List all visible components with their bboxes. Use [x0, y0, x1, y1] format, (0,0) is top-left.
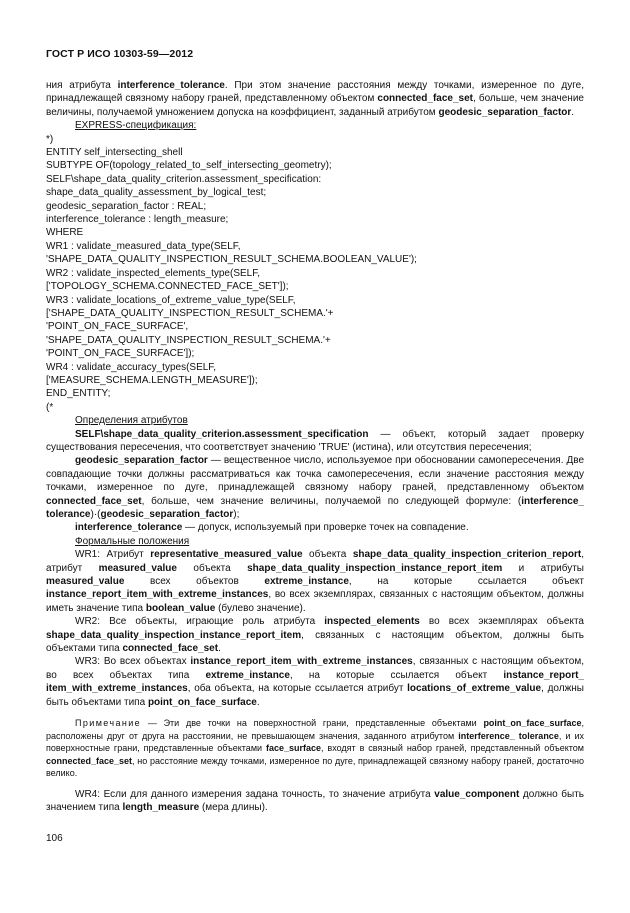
code-line: WR3 : validate_locations_of_extreme_value_type(SELF,	[46, 294, 296, 306]
text-run: , расположены друг от друга на расстоянии, не превышающем значения, заданного атрибутом	[46, 718, 584, 741]
text-run: объекта	[176, 562, 248, 574]
text-run: , входят в связный набор граней, представленный объектом	[321, 743, 584, 754]
text-run: .	[571, 106, 575, 118]
term: point_on_face_surface	[483, 718, 582, 729]
term: extreme_instance	[264, 576, 349, 588]
term: point_on_face_surface	[147, 696, 257, 708]
express-heading	[46, 119, 584, 132]
text-run: (мера длины).	[199, 802, 268, 814]
code-line: ['SHAPE_DATA_QUALITY_INSPECTION_RESULT_SCHEMA.'+	[46, 307, 334, 319]
code-line: 'POINT_ON_FACE_SURFACE']);	[46, 348, 195, 360]
text-run: во всех экземплярах объекта	[419, 616, 584, 628]
heading-text: Формальные положения	[75, 535, 190, 547]
formal-heading	[46, 535, 584, 548]
term: interference_ tolerance	[458, 730, 559, 741]
term: locations_of_extreme_value	[407, 683, 542, 695]
term: instance_report_item_with_extreme_instances	[46, 589, 269, 601]
code-line: geodesic_separation_factor : REAL;	[46, 200, 207, 212]
term: interference_ tolerance	[46, 495, 584, 520]
text-run: .	[218, 643, 221, 655]
term: connected_face_set	[122, 643, 219, 655]
text-run: , связанных с настоящим объектом, во всех объектах типа	[46, 656, 585, 681]
text-run: — объект, который задает проверку существования пересечения, что соответствует значению 'TRUE' (истина), или отсутствия пересечения;	[46, 428, 584, 453]
term: shape_data_quality_inspection_instance_report_item	[46, 629, 302, 641]
code-line: 'SHAPE_DATA_QUALITY_INSPECTION_RESULT_SCHEMA.BOOLEAN_VALUE');	[46, 254, 417, 266]
term: SELF\shape_data_quality_criterion.assessment_specification	[75, 428, 369, 440]
text-run: , больше, чем значение величины, получаемой умножением допуска на коэффициент, заданный атрибутом	[46, 93, 584, 118]
term: instance_report_ item_with_extreme_instances	[46, 669, 584, 695]
text-run: WR2: Все объекты, играющие роль атрибута	[75, 616, 325, 628]
text-run: , оба объекта, на которые ссылается атрибут	[187, 683, 408, 695]
text-run: );	[233, 509, 240, 520]
text-run: — Эти две точки на поверхностной грани, представленные объектами	[141, 718, 484, 729]
term: geodesic_separation_factor	[100, 509, 234, 520]
term: connected_face_set	[46, 495, 142, 507]
term: shape_data_quality_inspection_instance_report_item	[247, 562, 503, 574]
term: shape_data_quality_inspection_criterion_report	[352, 549, 582, 561]
page-content	[46, 79, 584, 815]
page-number: 106	[46, 833, 63, 844]
term: geodesic_separation_factor	[75, 455, 208, 467]
text-run: — вещественное число, используемое при обосновании самопересечения. Две совпадающие точки должны рассматриваться как точка самопересечения, если значение расстояния между точками, измеренное по дуге, принадлежащей связному набору граней, представленному объектом	[46, 455, 584, 494]
text-run: и атрибуты	[502, 562, 584, 574]
term: value_component	[434, 789, 520, 801]
rule-wr1	[46, 548, 584, 615]
rule-wr2	[46, 615, 584, 655]
code-line: ['MEASURE_SCHEMA.LENGTH_MEASURE']);	[46, 374, 258, 386]
text-run: WR1: Атрибут	[75, 549, 151, 561]
text-run: , во всех экземплярах, связанных с настоящим объектом, должны иметь значение типа	[46, 589, 584, 614]
code-line: (*	[46, 401, 54, 413]
heading-text: Определения атрибутов	[75, 415, 188, 427]
code-line: SUBTYPE OF(topology_related_to_self_intersecting_geometry);	[46, 160, 332, 172]
term: interference_tolerance	[117, 80, 225, 91]
term: connected_face_set	[377, 93, 473, 105]
code-line: WR4 : validate_accuracy_types(SELF,	[46, 361, 217, 373]
text-run: , но расстояние между точками, измеренное по дуге, принадлежащей связному набору граней, достаточно велико.	[46, 755, 584, 779]
term: interference_tolerance	[75, 522, 183, 534]
text-run: , на которые ссылается объект	[289, 669, 504, 681]
text-run: WR4: Если для данного измерения задана точность, то значение атрибута	[75, 789, 435, 801]
code-line: ['TOPOLOGY_SCHEMA.CONNECTED_FACE_SET']);	[46, 281, 289, 293]
term: inspected_elements	[324, 616, 420, 628]
term: measured_value	[46, 576, 125, 588]
text-run: , должны быть объектами типа	[46, 683, 584, 708]
rule-wr4	[46, 788, 584, 815]
text-run: (булево значение).	[215, 602, 306, 614]
term: connected_face_set	[46, 755, 133, 766]
intro-paragraph	[46, 79, 584, 119]
code-line: SELF\shape_data_quality_criterion.assessment_specification:	[46, 173, 322, 185]
code-line: ENTITY self_intersecting_shell	[46, 147, 183, 159]
text-run: .	[256, 696, 260, 708]
text-run: ния атрибута	[46, 80, 118, 91]
text-run: , атрибут	[46, 549, 585, 574]
text-run: . При этом значение расстояния между точками, измеренное по дуге, принадлежащей связному набору граней, представленному объектом	[46, 80, 584, 105]
attribute-definition	[46, 428, 584, 455]
text-run: )·(	[90, 509, 101, 520]
heading-text: EXPRESS-спецификация:	[75, 120, 197, 132]
text-run: , и их поверхностные грани, представленные объектами	[46, 730, 585, 754]
code-line: WR1 : validate_measured_data_type(SELF,	[46, 240, 241, 252]
attributes-heading	[46, 414, 584, 427]
note-paragraph	[46, 717, 584, 780]
term: length_measure	[122, 802, 200, 814]
attribute-definition	[46, 521, 584, 534]
note-label: Примечание	[75, 718, 142, 729]
text-run: , больше, чем значение величины, получаемой по следующей формуле: (	[141, 495, 522, 507]
term: instance_report_item_with_extreme_instances	[190, 656, 413, 668]
text-run: должно быть значением типа	[46, 789, 585, 814]
express-code-block	[46, 133, 584, 415]
text-run: , связанных с настоящим объектом, должны быть объектами типа	[46, 629, 584, 655]
text-run: , на которые ссылается объект	[348, 576, 584, 588]
standard-header: ГОСТ Р ИСО 10303-59—2012	[46, 48, 194, 60]
term: geodesic_separation_factor	[438, 106, 572, 118]
text-run: объекта	[302, 549, 353, 561]
rule-wr3	[46, 655, 584, 709]
text-run: — допуск, используемый при проверке точек на совпадение.	[182, 522, 469, 534]
term: representative_measured_value	[150, 549, 303, 561]
attribute-definition	[46, 454, 584, 521]
code-line: interference_tolerance : length_measure;	[46, 214, 229, 226]
code-line: 'SHAPE_DATA_QUALITY_INSPECTION_RESULT_SCHEMA.'+	[46, 334, 331, 346]
term: extreme_instance	[205, 669, 290, 681]
code-line: END_ENTITY;	[46, 388, 111, 400]
text-run: WR3: Во всех объектах	[75, 656, 191, 668]
code-line: 'POINT_ON_FACE_SURFACE',	[46, 321, 189, 333]
code-line: *)	[46, 133, 54, 145]
text-run: всех объектов	[124, 576, 265, 588]
code-line: WHERE	[46, 227, 84, 239]
code-line: shape_data_quality_assessment_by_logical_test;	[46, 187, 267, 199]
code-line: WR2 : validate_inspected_elements_type(SELF,	[46, 267, 261, 279]
term: face_surface	[265, 743, 321, 754]
term: measured_value	[98, 562, 177, 574]
term: boolean_value	[145, 602, 216, 614]
